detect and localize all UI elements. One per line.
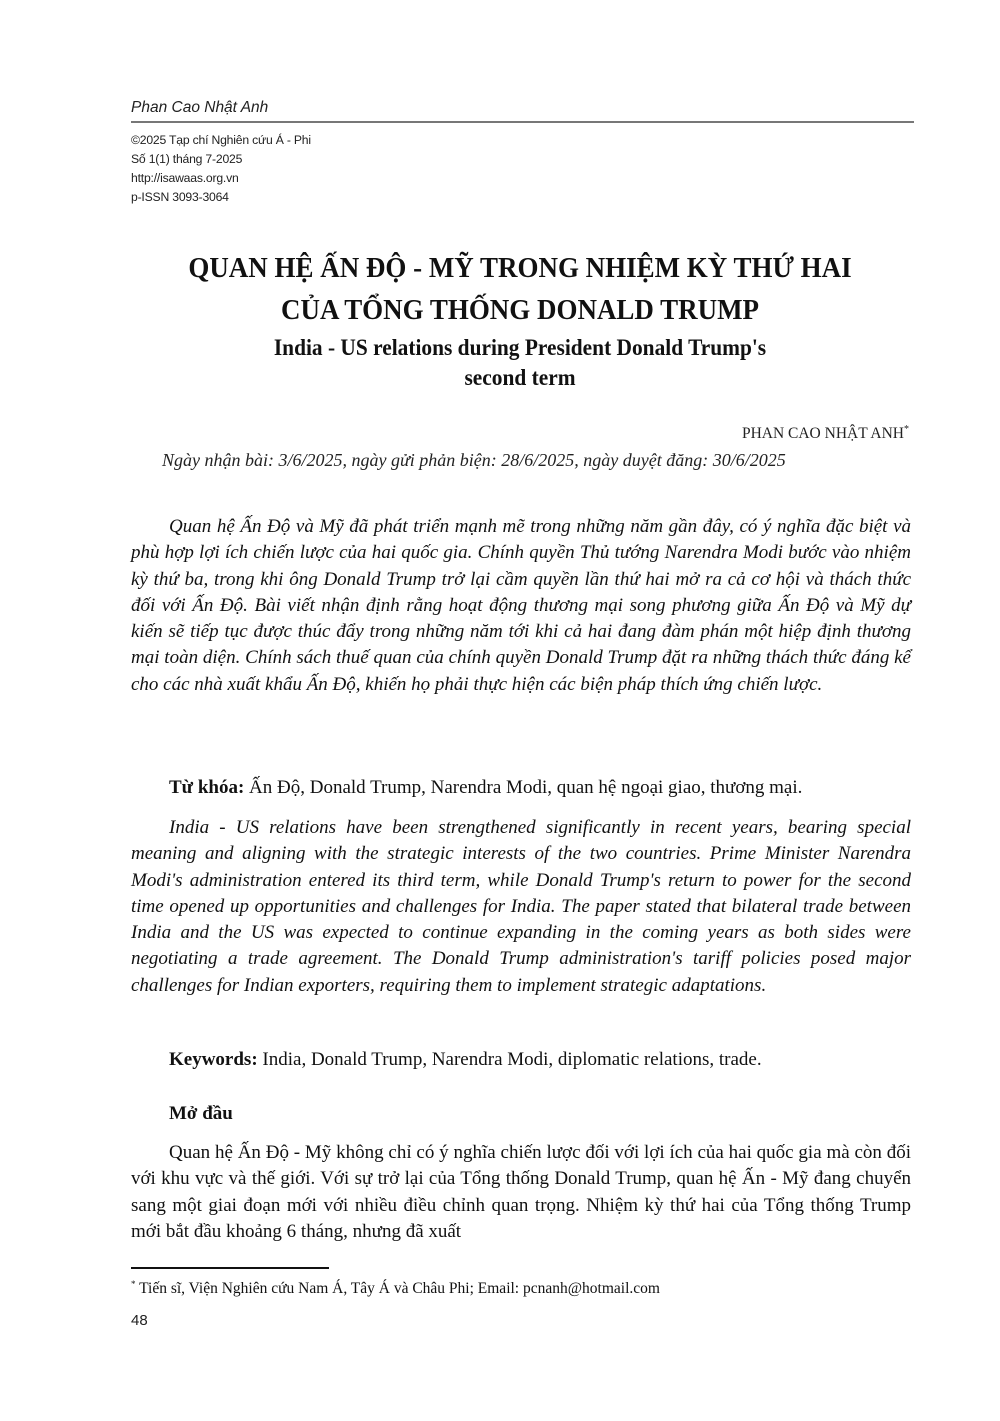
journal-issue: Số 1(1) tháng 7-2025 <box>131 152 243 166</box>
footnote-rule <box>131 1267 329 1269</box>
page-number: 48 <box>131 1312 148 1329</box>
submission-dates: Ngày nhận bài: 3/6/2025, ngày gửi phản biện: 28/6/2025, ngày duyệt đăng: 30/6/2025 <box>162 450 786 470</box>
keywords-vi-text: Ấn Độ, Donald Trump, Narendra Modi, quan hệ ngoại giao, thương mại. <box>244 777 803 798</box>
journal-info <box>131 131 311 207</box>
article-title-vi <box>129 247 910 331</box>
title-en-line-1: India - US relations during President Donald Trump's <box>273 335 767 360</box>
abstract-en: India - US relations have been strengthened significantly in recent years, bearing special meaning and aligning with the strategic interests of the two countries. Prime Minister Narendra Modi's administration entered its third term, while Donald Trump's return to power for the second time opened up opportunities and challenges for India. The paper stated that bilateral trade between India and the US was expected to continue expanding in the coming years as both sides were negotiating a trade agreement. The Donald Trump administration's tariff policies posed major challenges for Indian exporters, requiring them to implement strategic adaptations. <box>131 817 911 996</box>
footnote <box>131 1279 660 1298</box>
intro-paragraph: Quan hệ Ấn Độ - Mỹ không chỉ có ý nghĩa chiến lược đối với lợi ích của hai quốc gia mà còn đối với khu vực và thế giới. Với sự trở lại của Tổng thống Donald Trump, quan hệ Ấn - Mỹ đang chuyển sang một giai đoạn mới với nhiều điều chỉnh quan trọng. Nhiệm kỳ thứ hai của Tổng thống Trump mới bắt đầu khoảng 6 tháng, nhưng đã xuất <box>131 1142 911 1242</box>
journal-issn: p-ISSN 3093-3064 <box>131 190 229 204</box>
author-name-text: PHAN CAO NHẬT ANH <box>741 425 904 443</box>
title-vi-line-2: CỦA TỔNG THỐNG DONALD TRUMP <box>280 294 760 326</box>
header-rule <box>131 121 914 123</box>
keywords-en-text: India, Donald Trump, Narendra Modi, diplomatic relations, trade. <box>257 1049 762 1070</box>
keywords-vi <box>131 775 911 801</box>
running-head-author: Phan Cao Nhật Anh <box>131 99 269 116</box>
article-title-en <box>129 333 910 393</box>
keywords-en <box>131 1047 911 1073</box>
journal-url[interactable]: http://isawaas.org.vn <box>131 171 239 185</box>
journal-copyright: ©2025 Tạp chí Nghiên cứu Á - Phi <box>131 133 311 147</box>
title-vi-line-1: QUAN HỆ ẤN ĐỘ - MỸ TRONG NHIỆM KỲ THỨ HAI <box>188 252 852 284</box>
keywords-vi-label: Từ khóa: <box>169 777 245 798</box>
title-en-line-2: second term <box>464 365 576 390</box>
footnote-mark: * <box>131 1279 136 1289</box>
section-heading-intro: Mở đầu <box>169 1103 233 1124</box>
footnote-text: Tiến sĩ, Viện Nghiên cứu Nam Á, Tây Á và Châu Phi; Email: pcnanh@hotmail.com <box>135 1280 660 1298</box>
author-footnote-mark[interactable]: * <box>904 424 909 435</box>
keywords-en-label: Keywords: <box>169 1049 258 1070</box>
author-name <box>742 424 909 443</box>
abstract-vi: Quan hệ Ấn Độ và Mỹ đã phát triển mạnh mẽ trong những năm gần đây, có ý nghĩa đặc biệt và phù hợp lợi ích chiến lược của hai quốc gia. Chính quyền Thủ tướng Narendra Modi bước vào nhiệm kỳ thứ ba, trong khi ông Donald Trump trở lại cầm quyền lần thứ hai mở ra cả cơ hội và thách thức đối với Ấn Độ. Bài viết nhận định rằng hoạt động thương mại song phương giữa Ấn Độ và Mỹ dự kiến sẽ tiếp tục được thúc đẩy trong những năm tới khi cả hai đang đàm phán một hiệp định thương mại toàn diện. Chính sách thuế quan của chính quyền Donald Trump đặt ra những thách thức đáng kể cho các nhà xuất khẩu Ấn Độ, khiến họ phải thực hiện các biện pháp thích ứng chiến lược. <box>131 516 911 695</box>
